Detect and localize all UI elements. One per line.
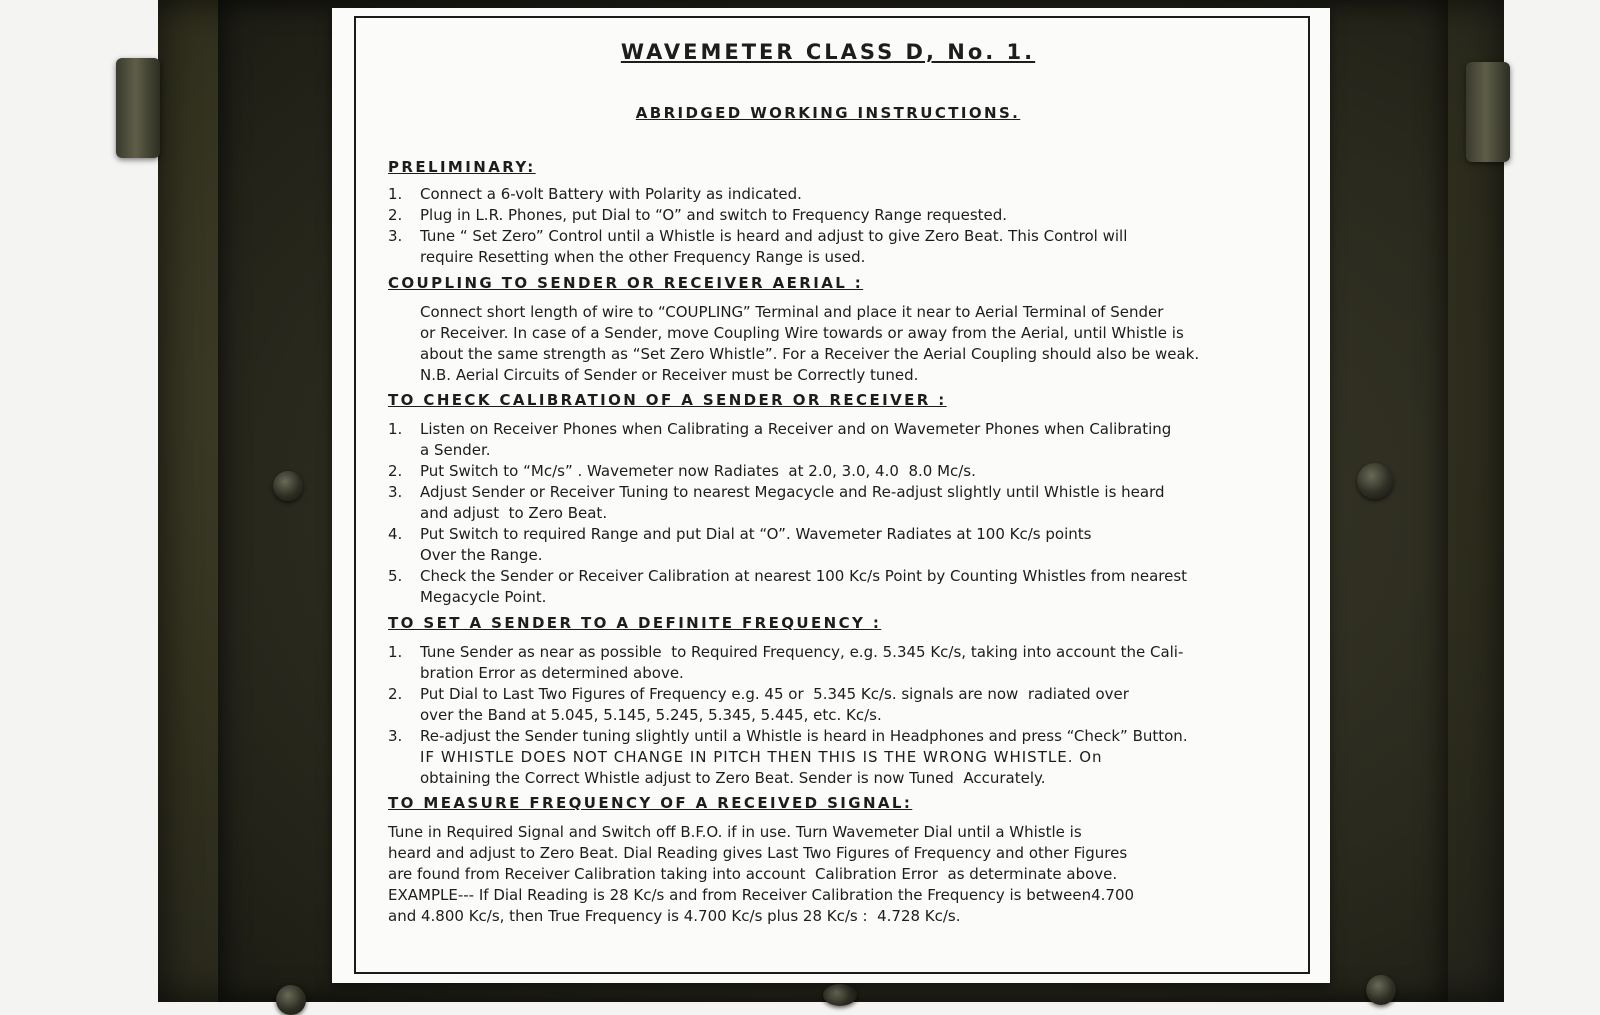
item-number: 2. [388,462,403,480]
plate-title: WAVEMETER CLASS D, No. 1. [620,40,1036,64]
item-number: 3. [388,727,403,745]
item-text-continued: Megacycle Point. [420,588,547,606]
item-text: Listen on Receiver Phones when Calibrating a Receiver and on Wavemeter Phones when Calibrating [420,420,1172,438]
item-number: 4. [388,525,403,543]
item-text: Put Switch to “Mc/s” . Wavemeter now Radiates at 2.0, 3.0, 4.0 8.0 Mc/s. [420,462,976,480]
item-text: Check the Sender or Receiver Calibration at nearest 100 Kc/s Point by Counting Whistles from nearest [420,567,1188,585]
item-text-continued: and adjust to Zero Beat. [420,504,608,522]
item-text: Tune “ Set Zero” Control until a Whistle is heard and adjust to give Zero Beat. This Control will [420,227,1128,245]
right-rivet [1357,463,1393,499]
left-latch [116,58,160,158]
item-text: Plug in L.R. Phones, put Dial to “O” and switch to Frequency Range requested. [420,206,1008,224]
item-text: Put Dial to Last Two Figures of Frequency e.g. 45 or 5.345 Kc/s. signals are now radiated over [420,685,1129,703]
item-number: 5. [388,567,403,585]
item-number: 3. [388,227,403,245]
instruction-plate [332,8,1330,983]
left-rivet [273,471,303,501]
item-text-continued: IF WHISTLE DOES NOT CHANGE IN PITCH THEN THIS IS THE WRONG WHISTLE. On [420,748,1103,766]
section-heading-preliminary: PRELIMINARY: [388,158,536,176]
right-latch [1466,62,1510,162]
item-text-continued: bration Error as determined above. [420,664,684,682]
item-number: 3. [388,483,403,501]
bottom-center-rivet [823,984,857,1006]
item-text: Connect a 6-volt Battery with Polarity as indicated. [420,185,802,203]
item-text: Put Switch to required Range and put Dial at “O”. Wavemeter Radiates at 100 Kc/s points [420,525,1092,543]
item-text: Adjust Sender or Receiver Tuning to nearest Megacycle and Re-adjust slightly until Whistle is heard [420,483,1165,501]
item-number: 1. [388,185,403,203]
item-text-continued: Over the Range. [420,546,543,564]
measure-line-4: EXAMPLE--- If Dial Reading is 28 Kc/s and from Receiver Calibration the Frequency is between4.700 [388,886,1135,904]
measure-line-5: and 4.800 Kc/s, then True Frequency is 4.700 Kc/s plus 28 Kc/s : 4.728 Kc/s. [388,907,961,925]
bottom-right-rivet [1366,975,1396,1005]
plate-subtitle: ABRIDGED WORKING INSTRUCTIONS. [635,104,1021,122]
measure-line-1: Tune in Required Signal and Switch off B.F.O. if in use. Turn Wavemeter Dial until a Whistle is [388,823,1082,841]
item-number: 1. [388,420,403,438]
coupling-line-4: N.B. Aerial Circuits of Sender or Receiver must be Correctly tuned. [420,366,919,384]
item-text: Re-adjust the Sender tuning slightly until a Whistle is heard in Headphones and press “Check” Button. [420,727,1188,745]
bottom-left-rivet [276,985,306,1015]
section-heading-measure-frequency: TO MEASURE FREQUENCY OF A RECEIVED SIGNAL: [388,794,913,812]
item-number: 2. [388,206,403,224]
item-number: 1. [388,643,403,661]
item-text-continued: a Sender. [420,441,491,459]
section-heading-check-calibration: TO CHECK CALIBRATION OF A SENDER OR RECEIVER : [388,391,947,409]
coupling-line-1: Connect short length of wire to “COUPLING” Terminal and place it near to Aerial Terminal of Sender [420,303,1164,321]
coupling-line-3: about the same strength as “Set Zero Whistle”. For a Receiver the Aerial Coupling should also be weak. [420,345,1200,363]
coupling-line-2: or Receiver. In case of a Sender, move Coupling Wire towards or away from the Aerial, until Whistle is [420,324,1184,342]
section-heading-coupling: COUPLING TO SENDER OR RECEIVER AERIAL : [388,274,864,292]
item-text-continued: require Resetting when the other Frequency Range is used. [420,248,866,266]
measure-line-2: heard and adjust to Zero Beat. Dial Reading gives Last Two Figures of Frequency and other Figures [388,844,1128,862]
section-heading-set-sender: TO SET A SENDER TO A DEFINITE FREQUENCY : [388,614,882,632]
item-text-continued: obtaining the Correct Whistle adjust to Zero Beat. Sender is now Tuned Accurately. [420,769,1046,787]
item-text-continued: over the Band at 5.045, 5.145, 5.245, 5.345, 5.445, etc. Kc/s. [420,706,882,724]
item-number: 2. [388,685,403,703]
measure-line-3: are found from Receiver Calibration taking into account Calibration Error as determinate above. [388,865,1118,883]
item-text: Tune Sender as near as possible to Required Frequency, e.g. 5.345 Kc/s, taking into account the Cali- [420,643,1184,661]
